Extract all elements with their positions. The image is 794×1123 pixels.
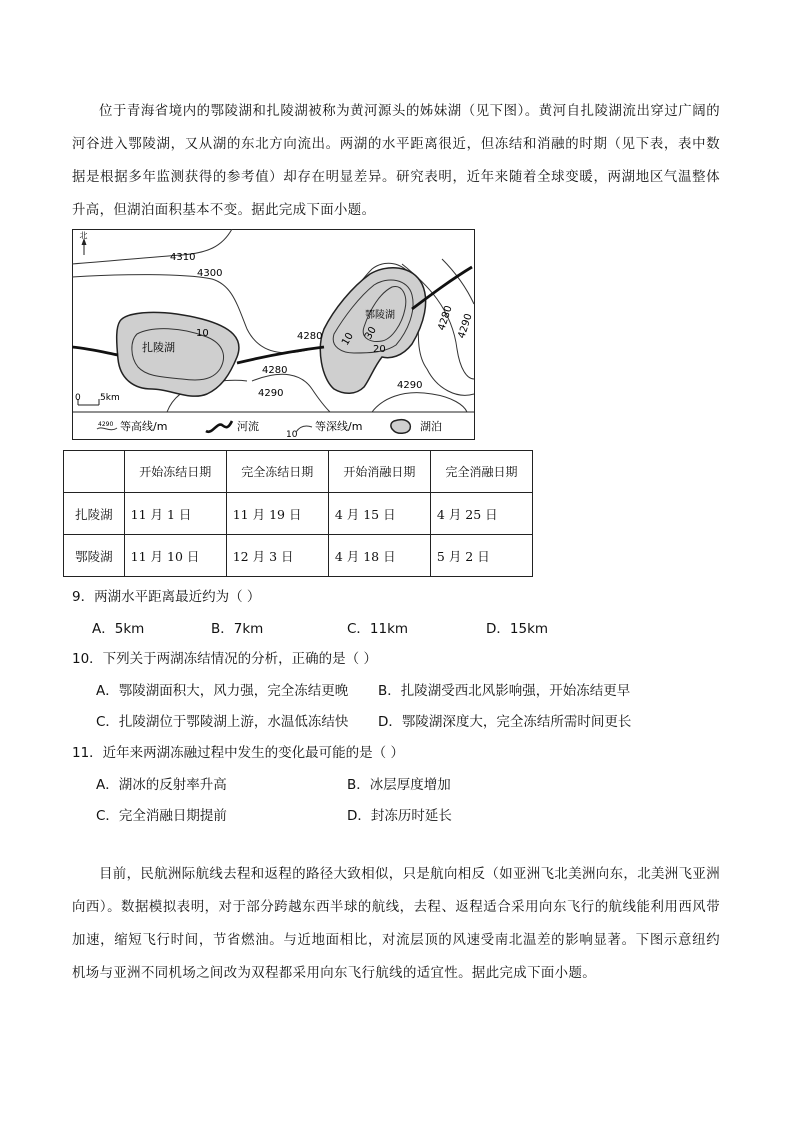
contour-label: 4310: [170, 252, 196, 263]
question-9-stem: 9．两湖水平距离最近约为（ ）: [72, 589, 261, 605]
question-11-option-a[interactable]: A．湖冰的反射率升高: [96, 777, 227, 793]
depth-label: 20: [373, 344, 386, 355]
legend-lake-label: 湖泊: [420, 420, 442, 433]
contour-label: 4290: [397, 380, 423, 391]
question-9-option-c[interactable]: C．11km: [347, 621, 409, 637]
question-11-option-c[interactable]: C．完全消融日期提前: [96, 808, 227, 824]
table-cell: 扎陵湖: [64, 493, 125, 535]
legend-contour-label: 等高线/m: [120, 420, 168, 433]
question-11-option-d[interactable]: D．封冻历时延长: [347, 808, 452, 824]
table-cell: 4 月 15 日: [328, 493, 430, 535]
table-cell: 11 月 19 日: [226, 493, 328, 535]
freeze-thaw-table: [63, 450, 533, 577]
question-11-stem: 11．近年来两湖冻融过程中发生的变化最可能的是（ ）: [72, 745, 404, 761]
table-header-cell: 完全消融日期: [430, 451, 532, 493]
depth-label: 10: [196, 328, 209, 339]
table-header-row: [64, 451, 533, 493]
question-11-option-b[interactable]: B．冰层厚度增加: [347, 777, 451, 793]
question-9-option-b[interactable]: B．7km: [211, 621, 264, 637]
question-10-option-d[interactable]: D．鄂陵湖深度大，完全冻结所需时间更长: [378, 714, 632, 730]
label-eling-lake: 鄂陵湖: [365, 310, 395, 321]
table-cell: 4 月 18 日: [328, 535, 430, 577]
contour-label: 4280: [262, 365, 288, 376]
contour-label: 4280: [297, 331, 323, 342]
intro-paragraph-lakes: 位于青海省境内的鄂陵湖和扎陵湖被称为黄河源头的姊妹湖（见下图）。黄河自扎陵湖流出穿过广阔的河谷进入鄂陵湖，又从湖的东北方向流出。两湖的水平距离很近，但冻结和消融的时期（见下表，表中数据是根据多年监测获得的参考值）却存在明显差异。研究表明，近年来随着全球变暖，两湖地区气温整体升高，但湖泊面积基本不变。据此完成下面小题。: [72, 104, 720, 218]
lakes-map: [72, 229, 475, 440]
table-cell: 4 月 25 日: [430, 493, 532, 535]
question-9-option-d[interactable]: D．15km: [486, 621, 549, 637]
question-10-option-a[interactable]: A．鄂陵湖面积大，风力强，完全冻结更晚: [96, 683, 349, 699]
table-cell: 鄂陵湖: [64, 535, 125, 577]
label-zaling-lake: 扎陵湖: [142, 341, 175, 354]
contour-label: 4280: [436, 304, 455, 332]
table-row: [64, 493, 533, 535]
legend-contour-sample: 4290: [98, 421, 114, 428]
table-header-cell: 开始消融日期: [328, 451, 430, 493]
table-header-cell: [64, 451, 125, 493]
contour-label: 4300: [197, 268, 223, 279]
intro-paragraph-flights: 目前，民航洲际航线去程和返程的路径大致相似，只是航向相反（如亚洲飞北美洲向东，北美洲飞亚洲向西）。数据模拟表明，对于部分跨越东西半球的航线，去程、返程适合采用向东飞行的航线能利用西风带加速，缩短飞行时间，节省燃油。与近地面相比，对流层顶的风速受南北温差的影响显著。下图示意纽约机场与亚洲不同机场之间改为双程都采用向东飞行航线的适宜性。据此完成下面小题。: [72, 867, 720, 981]
question-10-stem: 10．下列关于两湖冻结情况的分析，正确的是（ ）: [72, 651, 377, 667]
question-9-option-a[interactable]: A．5km: [92, 621, 145, 637]
north-label: 北: [79, 231, 88, 240]
table-cell: 12 月 3 日: [226, 535, 328, 577]
question-10-option-c[interactable]: C．扎陵湖位于鄂陵湖上游，水温低冻结快: [96, 714, 349, 730]
table-row: [64, 535, 533, 577]
legend-river-label: 河流: [237, 420, 259, 433]
contour-label: 4290: [456, 312, 475, 340]
table-cell: 11 月 1 日: [124, 493, 226, 535]
zaling-lake: [117, 312, 239, 396]
table-cell: 5 月 2 日: [430, 535, 532, 577]
table-header-cell: 开始冻结日期: [124, 451, 226, 493]
depth-label: 10: [340, 330, 356, 348]
table-cell: 11 月 10 日: [124, 535, 226, 577]
table-header-cell: 完全冻结日期: [226, 451, 328, 493]
question-10-option-b[interactable]: B．扎陵湖受西北风影响强，开始冻结更早: [378, 683, 631, 699]
legend-depth-label: 等深线/m: [315, 420, 363, 433]
depth-label: 30: [363, 324, 379, 342]
svg-text:5km: 5km: [100, 393, 120, 403]
contour-label: 4290: [258, 388, 284, 399]
legend-depth-sample: 10: [286, 430, 298, 440]
svg-text:0: 0: [75, 393, 81, 403]
